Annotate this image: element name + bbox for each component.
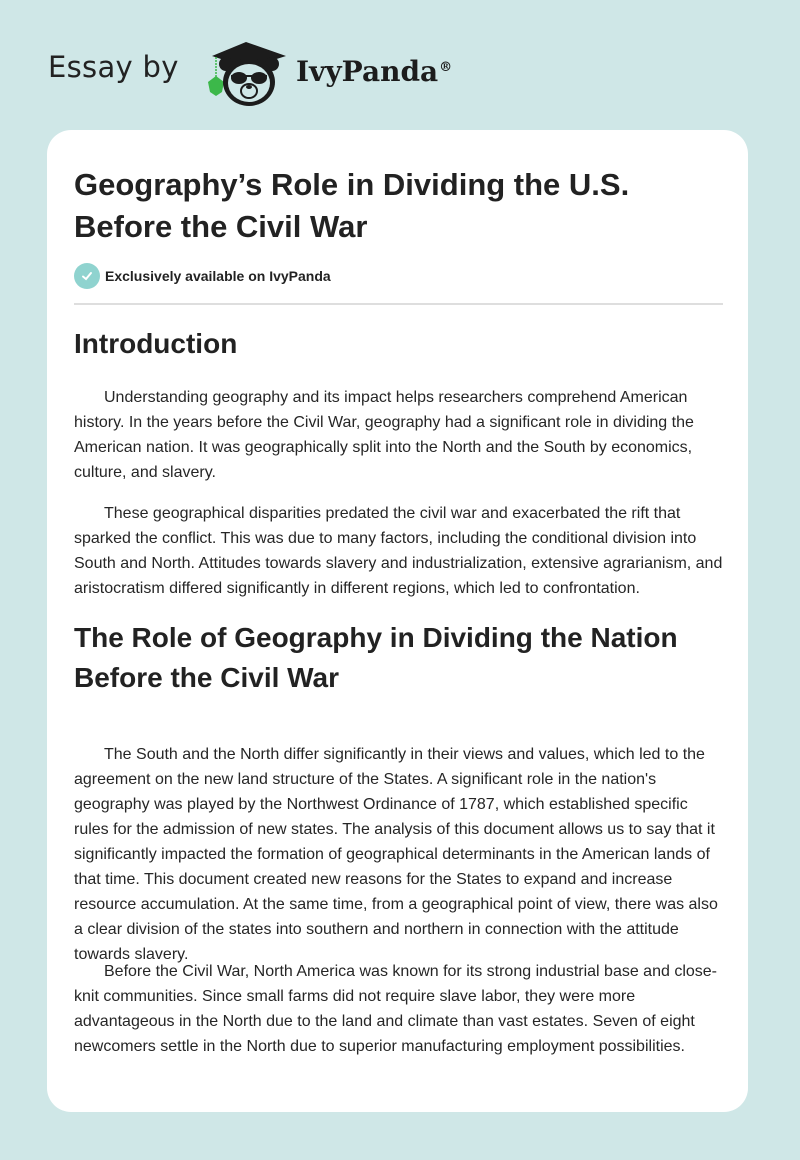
- paragraph: Understanding geography and its impact helps researchers comprehend American history. In the years before the Civil War, geography had a significant role in dividing the American nation. It was geographically split into the North and the South by economics, culture, and slavery.: [74, 389, 694, 481]
- essay-by-label: Essay by: [48, 50, 179, 84]
- essay-title: Geography’s Role in Dividing the U.S. Before the Civil War: [74, 167, 630, 244]
- exclusive-badge-text: Exclusively available on IvyPanda: [105, 268, 331, 284]
- divider: [74, 303, 723, 305]
- essay-card: [47, 130, 748, 1112]
- check-circle-icon: [74, 263, 100, 289]
- brand-logo-text[interactable]: [296, 55, 452, 88]
- registered-mark: ®: [439, 59, 453, 75]
- site-header: [0, 0, 800, 130]
- section-heading-role-of-geography: The Role of Geography in Dividing the Nation Before the Civil War: [74, 622, 678, 693]
- paragraph: The South and the North differ significantly in their views and values, which led to the agreement on the new land structure of the States. A significant role in the nation's geography was played by the Northwest Ordinance of 1787, which established specific rules for the admission of new states. The analysis of this document allows us to say that it significantly impacted the formation of geographical determinants in the American lands of that time. This document created new reasons for the States to expand and increase resource accumulation. At the same time, from a geographical point of view, there was also a clear division of the states into southern and northern in connection with the attitude towards slavery.: [74, 746, 718, 963]
- panda-graduation-cap-icon[interactable]: [202, 36, 294, 108]
- exclusive-badge: [74, 263, 331, 289]
- paragraph: Before the Civil War, North America was known for its strong industrial base and close-knit communities. Since small farms did not require slave labor, they were more advantageous in the North due to the land and climate than vast estates. Seven of eight newcomers settle in the North due to superior manufacturing employment possibilities.: [74, 963, 717, 1055]
- paragraph: These geographical disparities predated the civil war and exacerbated the rift that sparked the conflict. This was due to many factors, including the conditional division into South and North. Attitudes towards slavery and industrialization, extensive agrarianism, and aristocratism differed significantly in different regions, which led to confrontation.: [74, 505, 723, 597]
- brand-name: IvyPanda: [296, 55, 439, 88]
- section-heading-introduction: Introduction: [74, 328, 238, 359]
